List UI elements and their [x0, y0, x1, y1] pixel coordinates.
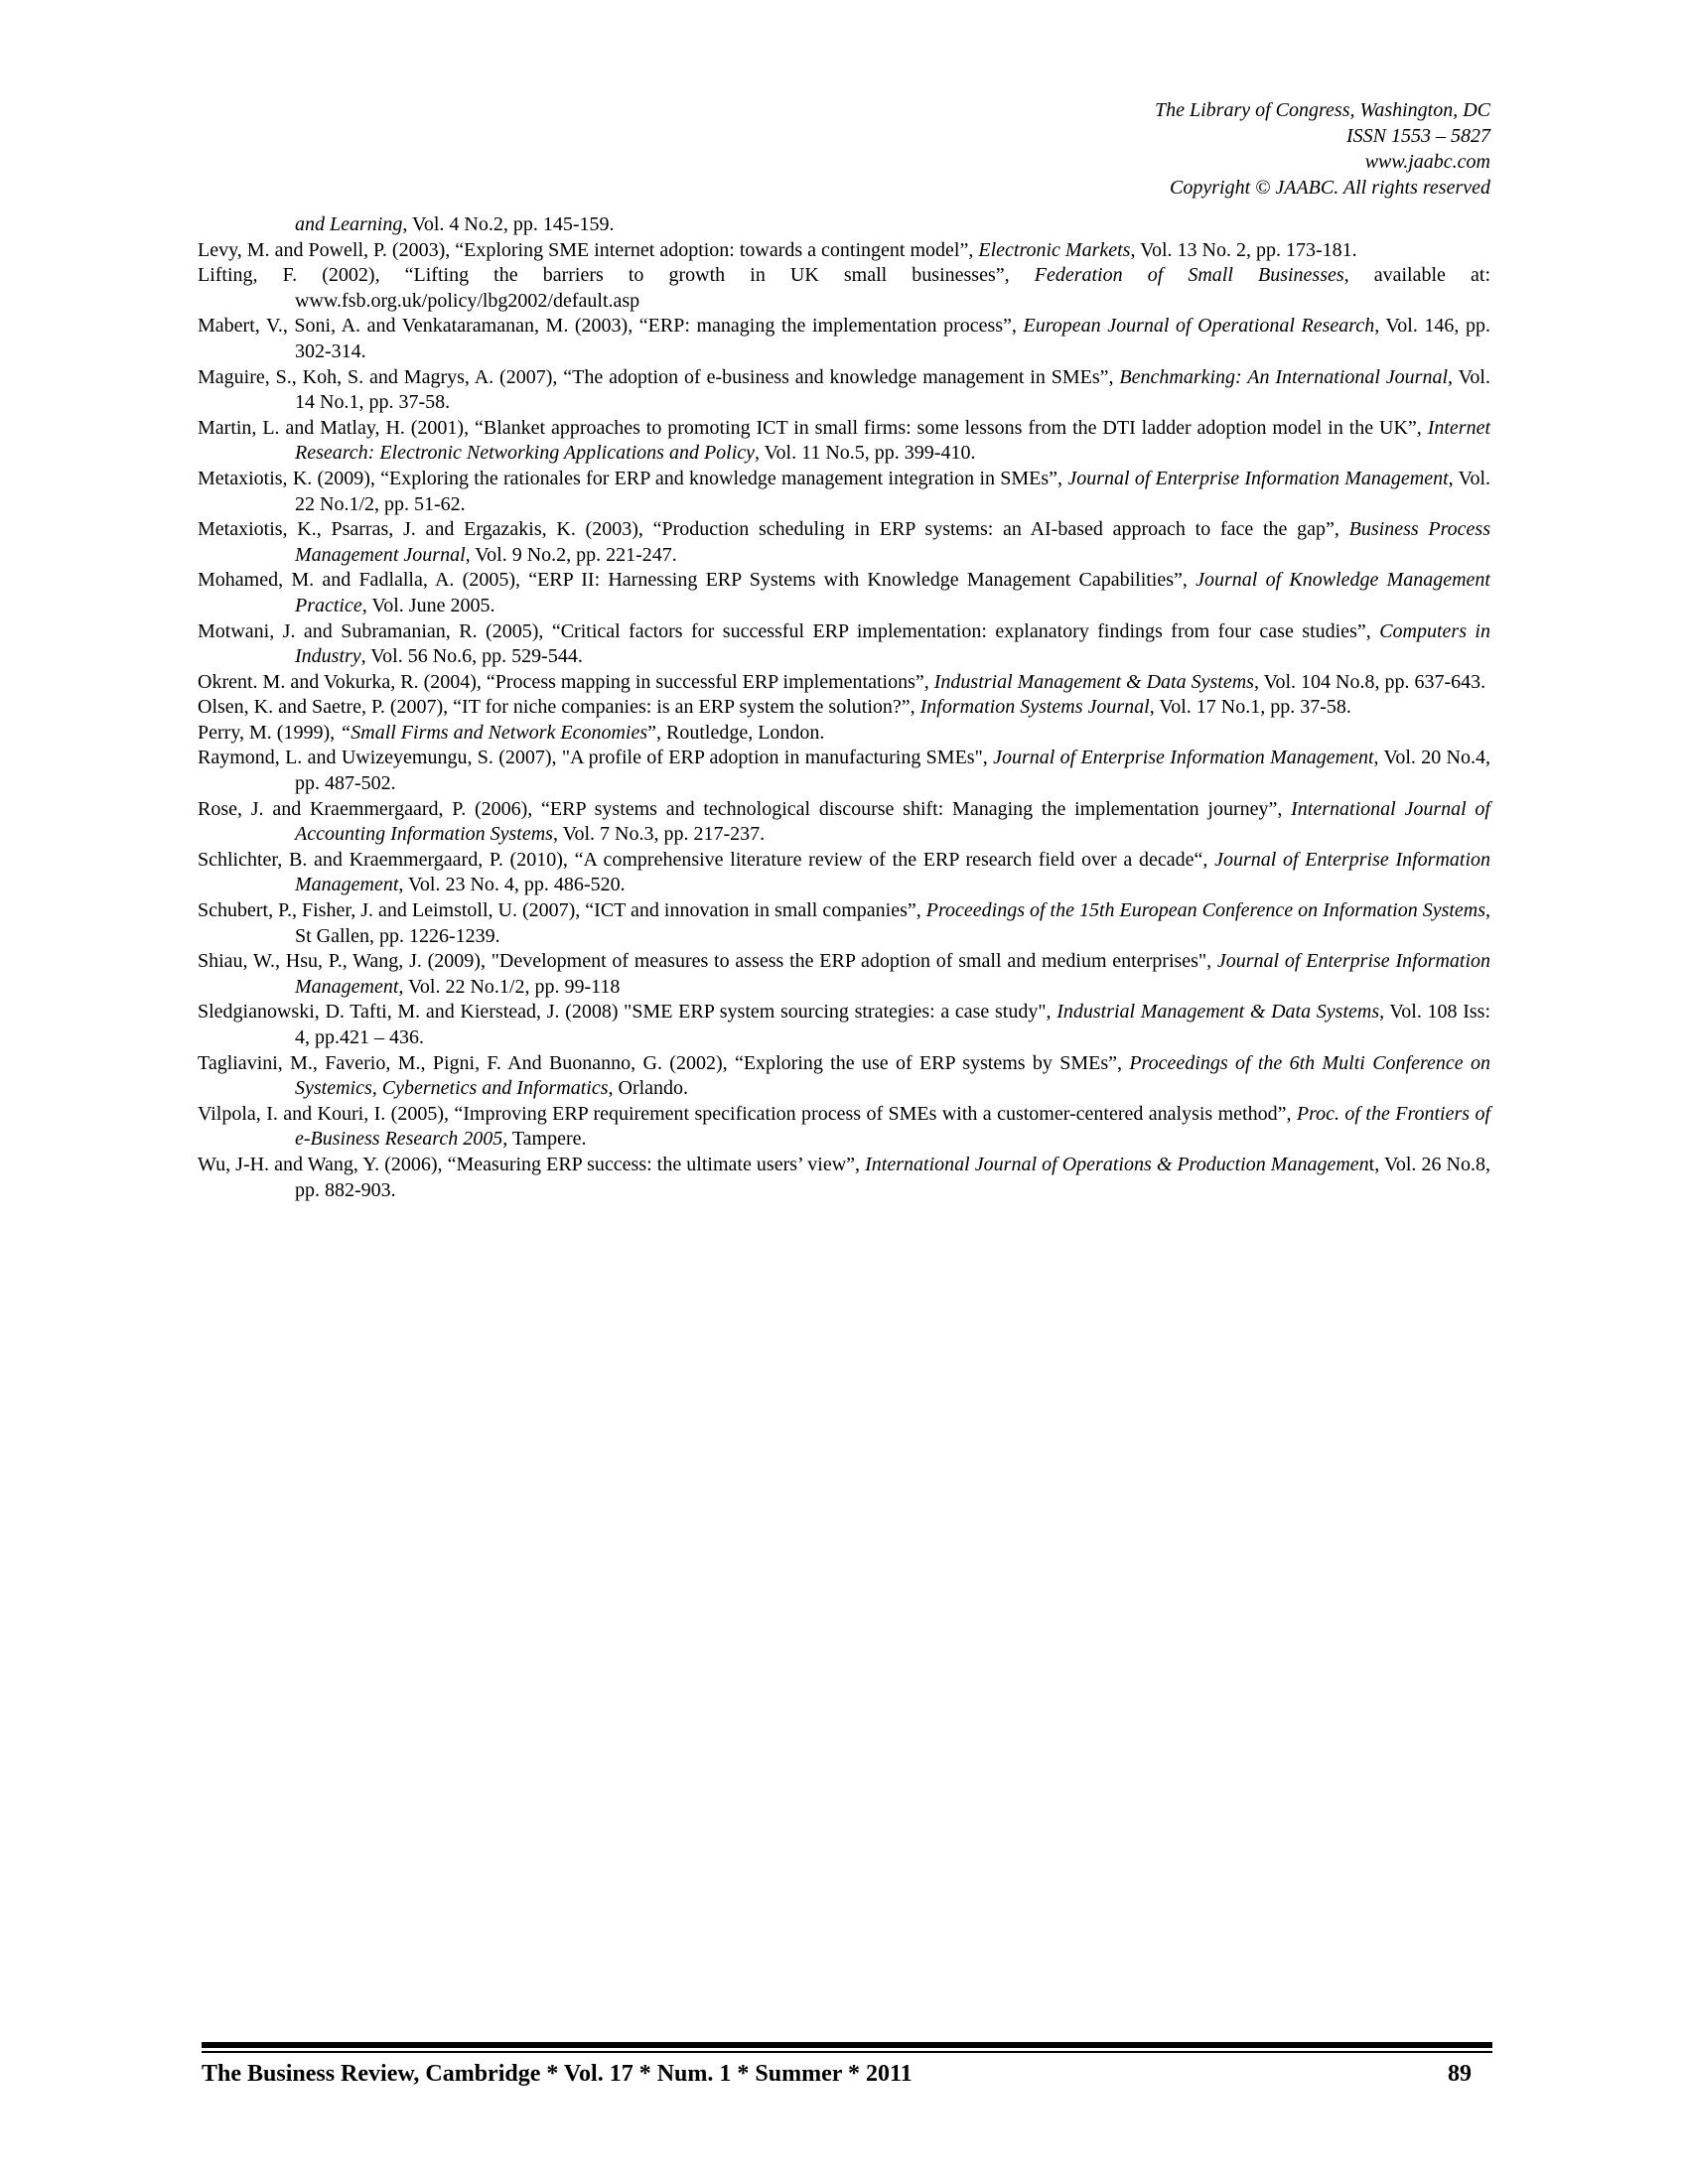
- reference-entry: [198, 263, 1490, 314]
- header-line-library: The Library of Congress, Washington, DC: [1154, 99, 1490, 121]
- reference-text: Levy, M. and Powell, P. (2003), “Exploring SME internet adoption: towards a contingent model”,: [198, 238, 979, 261]
- reference-entry: [198, 670, 1490, 696]
- reference-entry: [198, 949, 1490, 1000]
- reference-text: Wu, J-H. and Wang, Y. (2006), “Measuring ERP success: the ultimate users’ view”,: [198, 1153, 866, 1175]
- reference-source-title: Journal of Enterprise Information Management: [295, 848, 1490, 896]
- reference-text: Mabert, V., Soni, A. and Venkataramanan, M. (2003), “ERP: managing the implementation process”,: [198, 315, 1024, 338]
- reference-text: Maguire, S., Koh, S. and Magrys, A. (2007), “The adoption of e-business and knowledge management in SMEs”,: [198, 365, 1120, 388]
- reference-text: Perry, M. (1999),: [198, 721, 341, 744]
- reference-details: t, Vol. 26 No.8, pp. 882-903.: [295, 1153, 1491, 1201]
- reference-details: , Tampere.: [502, 1128, 587, 1151]
- reference-text: Rose, J. and Kraemmergaard, P. (2006), “ERP systems and technological discourse shift: Managing the implementation journey”,: [198, 797, 1292, 820]
- reference-source-title: Information Systems Journal: [919, 696, 1150, 719]
- reference-text: Raymond, L. and Uwizeyemungu, S. (2007), "A profile of ERP adoption in manufacturing SMEs",: [198, 747, 994, 769]
- reference-entry: [198, 568, 1490, 618]
- footer-rule-thin: [202, 2051, 1492, 2053]
- reference-source-title: and Learning: [295, 213, 403, 235]
- reference-source-title: Journal of Enterprise Information Management,: [295, 950, 1490, 998]
- reference-entry: [198, 1153, 1490, 1203]
- reference-text: Okrent. M. and Vokurka, R. (2004), “Process mapping in successful ERP implementations”,: [198, 670, 934, 693]
- reference-entry: [198, 517, 1490, 568]
- reference-source-title: Proceedings of the 6th Multi Conference on Systemics, Cybernetics and Informatics: [295, 1051, 1490, 1100]
- reference-details: , Vol. 14 No.1, pp. 37-58.: [295, 365, 1490, 414]
- reference-list: [198, 212, 1490, 1203]
- footer-page-number: 89: [1448, 2061, 1472, 2087]
- reference-text: Schubert, P., Fisher, J. and Leimstoll, U. (2007), “ICT and innovation in small companies”,: [198, 899, 926, 922]
- reference-details: ”, Routledge, London.: [647, 721, 825, 744]
- reference-details: , St Gallen, pp. 1226-1239.: [295, 899, 1491, 947]
- reference-details: , Vol. 7 No.3, pp. 217-237.: [552, 823, 766, 846]
- reference-entry: [198, 1051, 1490, 1102]
- reference-entry: [198, 695, 1490, 721]
- reference-source-title: Industrial Management & Data Systems,: [1056, 1001, 1385, 1024]
- reference-source-title: Journal of Enterprise Information Management: [993, 747, 1374, 769]
- reference-text: Lifting, F. (2002), “Lifting the barriers to growth in UK small businesses”,: [198, 264, 1035, 287]
- reference-source-title: International Journal of Accounting Information Systems: [295, 797, 1490, 846]
- reference-entry: [198, 721, 1490, 747]
- reference-details: Vol. 22 No.1/2, pp. 99-118: [403, 975, 621, 998]
- reference-details: , Vol. 9 No.2, pp. 221-247.: [465, 543, 677, 566]
- page-header: [1155, 97, 1490, 201]
- reference-entry: [198, 797, 1490, 848]
- reference-source-title: Industrial Management & Data Systems: [933, 670, 1254, 693]
- reference-text: Sledgianowski, D. Tafti, M. and Kierstead, J. (2008) "SME ERP system sourcing strategies: a case study",: [198, 1001, 1057, 1024]
- reference-text: Schlichter, B. and Kraemmergaard, P. (2010), “A comprehensive literature review of the ERP research field over a decade“,: [198, 848, 1215, 871]
- reference-details: , Vol. 146, pp. 302-314.: [295, 315, 1491, 362]
- footer-journal-info: The Business Review, Cambridge * Vol. 17 * Num. 1 * Summer * 2011: [202, 2061, 913, 2087]
- reference-details: , available at: www.fsb.org.uk/policy/lbg2002/default.asp: [295, 264, 1491, 312]
- reference-source-title: “Small Firms and Network Economies: [340, 721, 648, 744]
- reference-source-title: Federation of Small Businesses: [1034, 264, 1344, 287]
- reference-entry: [198, 1000, 1490, 1050]
- reference-source-title: Journal of Knowledge Management Practice: [295, 569, 1490, 616]
- reference-entry: [198, 619, 1490, 670]
- header-line-website: www.jaabc.com: [1364, 151, 1490, 173]
- reference-details: Vol. 108 Iss: 4, pp.421 – 436.: [295, 1001, 1491, 1048]
- reference-source-title: Business Process Management Journal: [295, 518, 1490, 566]
- reference-source-title: Internet Research: Electronic Networking Applications and Policy: [295, 416, 1490, 465]
- reference-entry: [198, 1102, 1490, 1153]
- header-line-issn: ISSN 1553 – 5827: [1346, 125, 1490, 147]
- reference-source-title: Proceedings of the 15th European Conference on Information Systems: [925, 899, 1486, 922]
- reference-entry: [198, 212, 1490, 238]
- reference-text: Motwani, J. and Subramanian, R. (2005), “Critical factors for successful ERP implementation: explanatory findings from four case studies”,: [198, 619, 1380, 642]
- reference-source-title: Computers in Industry: [295, 619, 1490, 668]
- reference-details: , Vol. 56 No.6, pp. 529-544.: [360, 645, 583, 668]
- reference-source-title: International Journal of Operations & Production Managemen: [865, 1153, 1369, 1175]
- reference-entry: [198, 416, 1490, 467]
- reference-source-title: Journal of Enterprise Information Management: [1067, 467, 1449, 489]
- reference-text: Vilpola, I. and Kouri, I. (2005), “Improving ERP requirement specification process of SMEs with a customer-centered analysis method”,: [198, 1102, 1297, 1125]
- reference-source-title: Proc. of the Frontiers of e-Business Research 2005: [295, 1102, 1491, 1151]
- reference-text: Metaxiotis, K., Psarras, J. and Ergazakis, K. (2003), “Production scheduling in ERP systems: an AI-based approach to face the gap”,: [198, 518, 1349, 541]
- reference-entry: [198, 467, 1490, 517]
- reference-source-title: Electronic Markets: [978, 238, 1131, 261]
- header-line-copyright: Copyright © JAABC. All rights reserved: [1170, 177, 1490, 199]
- reference-details: , Vol. 17 No.1, pp. 37-58.: [1149, 696, 1351, 719]
- reference-entry: [198, 898, 1490, 949]
- reference-details: , Vol. 11 No.5, pp. 399-410.: [755, 442, 976, 465]
- reference-text: Martin, L. and Matlay, H. (2001), “Blanket approaches to promoting ICT in small firms: some lessons from the DTI ladder adoption model in the UK”,: [198, 416, 1428, 439]
- reference-entry: [198, 848, 1490, 898]
- reference-details: , Vol. June 2005.: [361, 594, 495, 616]
- reference-details: , Vol. 13 No. 2, pp. 173-181.: [1130, 238, 1357, 261]
- reference-entry: [198, 314, 1490, 364]
- reference-details: , Vol. 20 No.4, pp. 487-502.: [295, 747, 1490, 795]
- reference-entry: [198, 746, 1490, 796]
- reference-details: , Vol. 23 No. 4, pp. 486-520.: [398, 874, 626, 896]
- reference-details: , Vol. 104 No.8, pp. 637-643.: [1253, 670, 1486, 693]
- footer-rule-thick: [202, 2042, 1492, 2048]
- reference-text: Olsen, K. and Saetre, P. (2007), “IT for niche companies: is an ERP system the solution?”,: [198, 696, 920, 719]
- reference-entry: [198, 365, 1490, 416]
- reference-text: Shiau, W., Hsu, P., Wang, J. (2009), "Development of measures to assess the ERP adoption of small and medium enterprises",: [198, 950, 1217, 973]
- reference-text: Mohamed, M. and Fadlalla, A. (2005), “ERP II: Harnessing ERP Systems with Knowledge Management Capabilities”,: [198, 569, 1196, 592]
- reference-source-title: European Journal of Operational Research: [1023, 315, 1375, 338]
- reference-details: , Orlando.: [608, 1077, 689, 1100]
- reference-details: , Vol. 4 No.2, pp. 145-159.: [402, 213, 615, 235]
- reference-text: Metaxiotis, K. (2009), “Exploring the rationales for ERP and knowledge management integration in SMEs”,: [198, 467, 1068, 489]
- reference-text: Tagliavini, M., Faverio, M., Pigni, F. And Buonanno, G. (2002), “Exploring the use of ERP systems by SMEs”,: [198, 1051, 1130, 1074]
- reference-details: , Vol. 22 No.1/2, pp. 51-62.: [295, 467, 1490, 515]
- reference-source-title: Benchmarking: An International Journal: [1119, 365, 1449, 388]
- reference-entry: [198, 238, 1490, 264]
